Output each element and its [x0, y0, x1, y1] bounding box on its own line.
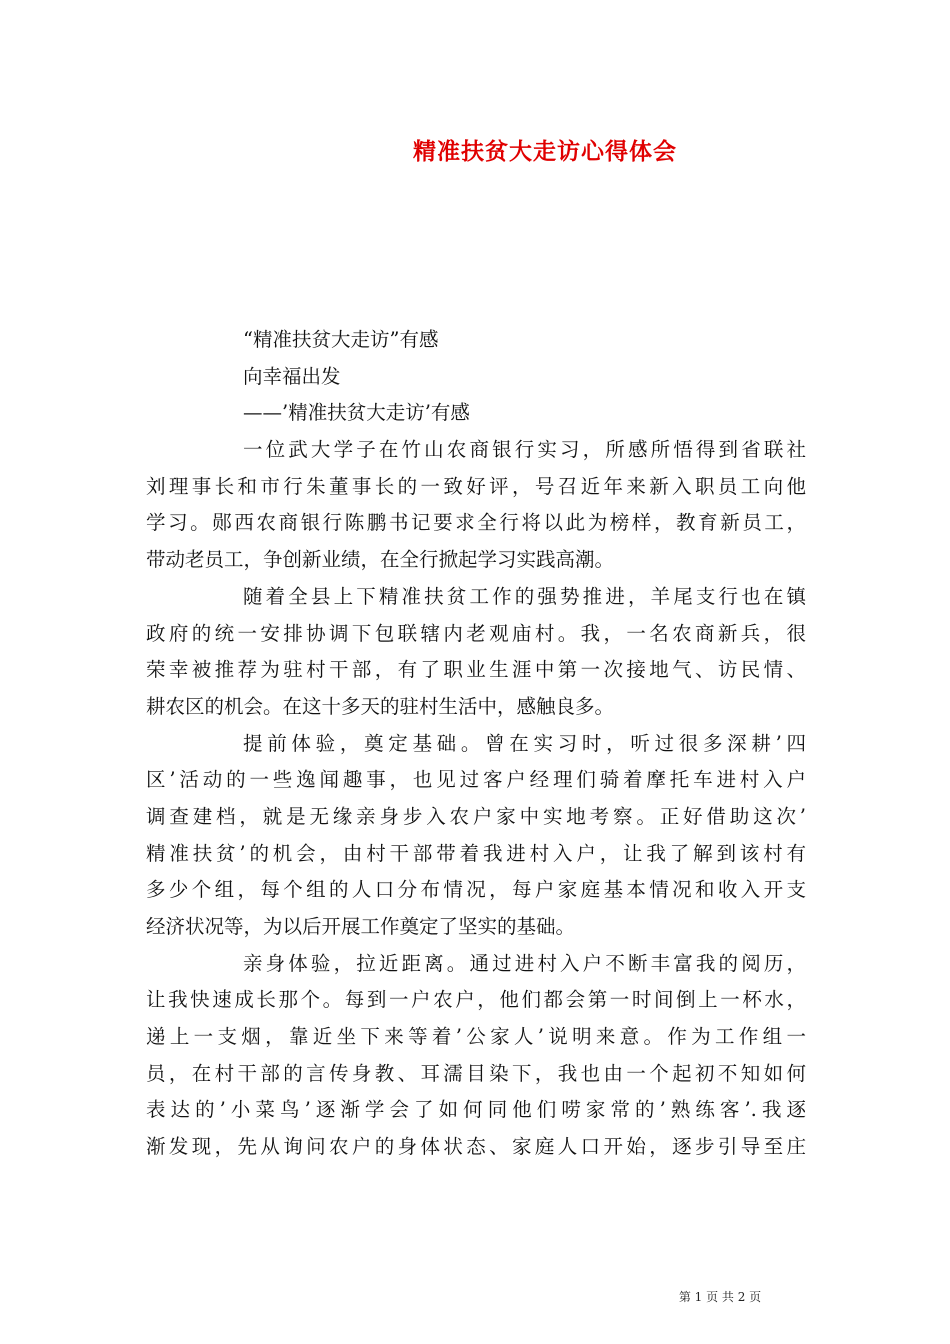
body-line: 渐发现，先从询问农户的身体状态、家庭人口开始，逐步引导至庄 [146, 1135, 806, 1159]
document-title: 精准扶贫大走访心得体会 [413, 138, 677, 165]
body-line: 随着全县上下精准扶贫工作的强势推进，羊尾支行也在镇 [243, 584, 806, 608]
body-line: 向幸福出发 [243, 364, 341, 388]
body-line: 员，在村干部的言传身教、耳濡目染下，我也由一个起初不知如何 [146, 1061, 806, 1085]
body-line: 精准扶贫’的机会，由村干部带着我进村入户，让我了解到该村有 [146, 841, 806, 865]
body-line: 一位武大学子在竹山农商银行实习，所感所悟得到省联社 [243, 438, 806, 462]
page-footer: 第 1 页 共 2 页 [678, 1290, 762, 1304]
body-line: 区’活动的一些逸闻趣事，也见过客户经理们骑着摩托车进村入户 [146, 768, 806, 792]
body-line: 经济状况等，为以后开展工作奠定了坚实的基础。 [146, 915, 576, 938]
body-line: 提前体验，奠定基础。曾在实习时，听过很多深耕’四 [243, 731, 806, 755]
body-line: 学习。郧西农商银行陈鹏书记要求全行将以此为榜样，教育新员工， [146, 511, 806, 535]
body-line: 政府的统一安排协调下包联辖内老观庙村。我，一名农商新兵，很 [146, 621, 806, 645]
body-line: 多少个组，每个组的人口分布情况，每户家庭基本情况和收入开支 [146, 878, 806, 902]
document-body [146, 322, 806, 1166]
body-line: 亲身体验，拉近距离。通过进村入户不断丰富我的阅历， [243, 951, 806, 975]
body-line: 递上一支烟，靠近坐下来等着’公家人’说明来意。作为工作组一 [146, 1025, 806, 1049]
body-line: 调查建档，就是无缘亲身步入农户家中实地考察。正好借助这次’ [146, 804, 806, 828]
body-line: 耕农区的机会。在这十多天的驻村生活中，感触良多。 [146, 694, 615, 718]
body-line: ——’精准扶贫大走访’有感 [243, 401, 470, 425]
body-line: “精准扶贫大走访”有感 [243, 328, 439, 351]
body-line: 刘理事长和市行朱董事长的一致好评，号召近年来新入职员工向他 [146, 474, 806, 498]
body-line: 表达的’小菜鸟’逐渐学会了如何同他们唠家常的’熟练客’.我逐 [146, 1098, 806, 1122]
body-line: 荣幸被推荐为驻村干部，有了职业生涯中第一次接地气、访民情、 [146, 658, 806, 682]
body-line: 带动老员工，争创新业绩，在全行掀起学习实践高潮。 [146, 548, 615, 572]
body-line: 让我快速成长那个。每到一户农户，他们都会第一时间倒上一杯水， [146, 988, 806, 1012]
